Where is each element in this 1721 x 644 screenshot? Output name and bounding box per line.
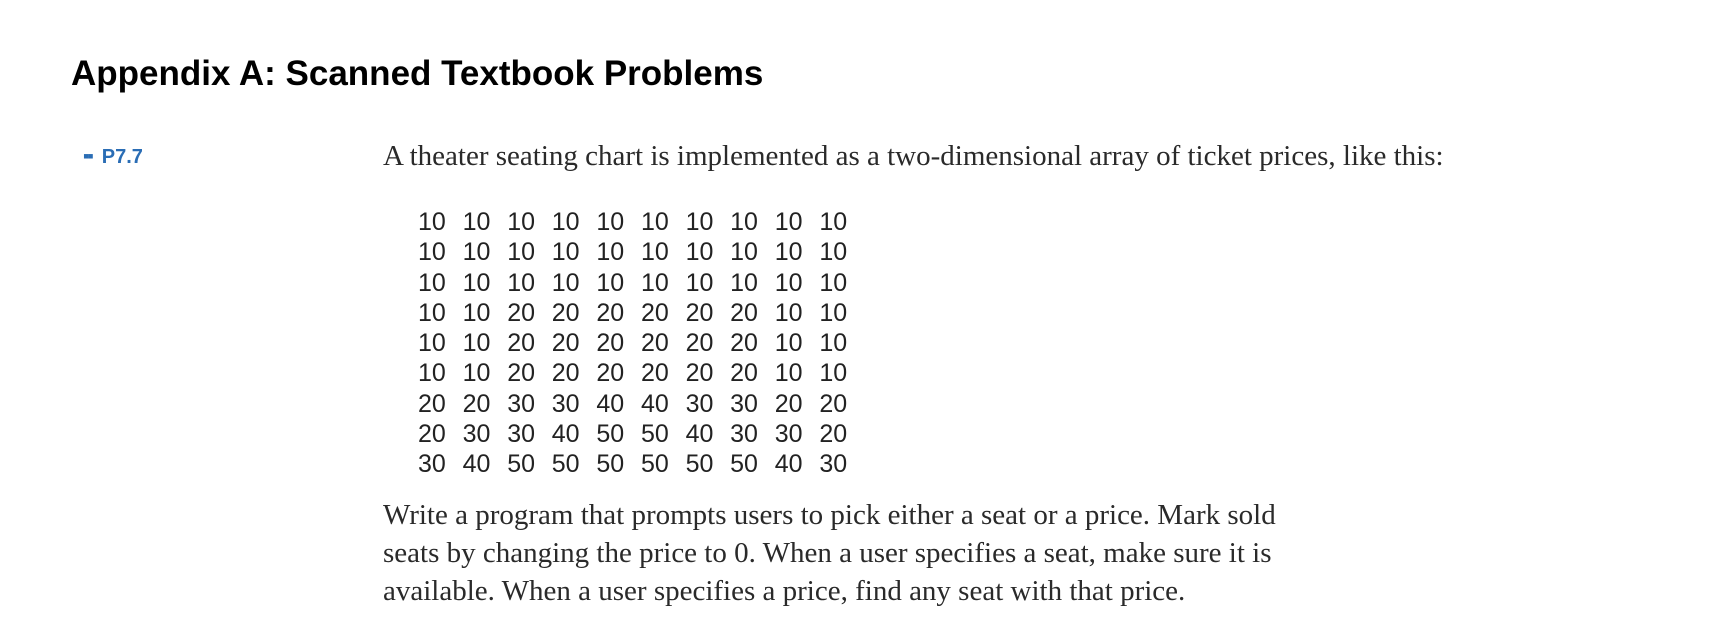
seat-price: 30 xyxy=(507,420,535,449)
seat-price: 20 xyxy=(596,359,625,388)
seat-price: 20 xyxy=(774,389,803,418)
seat-price: 20 xyxy=(819,389,848,418)
seat-price: 10 xyxy=(685,208,714,236)
seat-price: 10 xyxy=(507,268,535,297)
seat-price: 30 xyxy=(819,450,848,479)
seat-price: 10 xyxy=(596,238,625,267)
seat-price: 10 xyxy=(551,268,580,297)
difficulty-marker: ▪▪ xyxy=(83,146,92,166)
seat-price: 10 xyxy=(640,208,669,236)
seat-price: 40 xyxy=(551,420,580,449)
seating-price-grid xyxy=(418,207,864,480)
seat-price: 10 xyxy=(730,208,758,236)
seat-row xyxy=(418,237,864,267)
seat-price: 10 xyxy=(640,268,669,297)
seat-price: 30 xyxy=(730,389,758,418)
task-line: Write a program that prompts users to pick either a seat or a price. Mark sold xyxy=(383,499,1276,531)
seat-price: 20 xyxy=(730,298,758,327)
seat-price: 30 xyxy=(462,420,491,449)
seat-price: 10 xyxy=(462,268,491,297)
seat-price: 20 xyxy=(730,359,758,388)
seat-price: 40 xyxy=(774,450,803,479)
seat-price: 20 xyxy=(418,389,446,418)
seat-price: 10 xyxy=(507,238,535,267)
seat-price: 10 xyxy=(774,329,803,358)
seat-price: 20 xyxy=(640,359,669,388)
seat-price: 20 xyxy=(462,389,491,418)
seat-price: 10 xyxy=(819,268,848,297)
seat-price: 10 xyxy=(418,238,446,267)
seat-price: 10 xyxy=(462,208,491,236)
page-title: Appendix A: Scanned Textbook Problems xyxy=(71,54,764,93)
seat-price: 50 xyxy=(640,420,669,449)
seat-row xyxy=(418,268,864,298)
seat-row xyxy=(418,419,864,449)
seat-price: 20 xyxy=(507,329,535,358)
seat-price: 50 xyxy=(507,450,535,479)
seat-price: 10 xyxy=(730,238,758,267)
seat-price: 10 xyxy=(551,208,580,236)
seat-price: 20 xyxy=(640,298,669,327)
seat-price: 20 xyxy=(418,420,446,449)
seat-price: 10 xyxy=(507,208,535,236)
seat-price: 10 xyxy=(462,298,491,327)
seat-price: 20 xyxy=(596,329,625,358)
seat-price: 10 xyxy=(685,238,714,267)
seat-price: 50 xyxy=(685,450,714,479)
seat-price: 10 xyxy=(640,238,669,267)
seat-price: 20 xyxy=(685,298,714,327)
seat-price: 10 xyxy=(418,268,446,297)
seat-price: 10 xyxy=(418,329,446,358)
seat-price: 10 xyxy=(418,359,446,388)
seat-row xyxy=(418,358,864,388)
seat-row xyxy=(418,298,864,328)
seat-price: 10 xyxy=(774,298,803,327)
seat-price: 10 xyxy=(418,208,446,236)
seat-price: 40 xyxy=(462,450,491,479)
seat-price: 10 xyxy=(819,329,848,358)
seat-price: 30 xyxy=(418,450,446,479)
seat-price: 10 xyxy=(819,298,848,327)
seat-price: 10 xyxy=(462,359,491,388)
seat-price: 10 xyxy=(819,359,848,388)
seat-price: 20 xyxy=(640,329,669,358)
seat-price: 10 xyxy=(774,268,803,297)
seat-price: 20 xyxy=(507,298,535,327)
seat-row xyxy=(418,328,864,358)
seat-price: 10 xyxy=(819,238,848,267)
task-line: available. When a user specifies a price, find any seat with that price. xyxy=(383,575,1186,607)
seat-price: 10 xyxy=(462,329,491,358)
seat-price: 10 xyxy=(819,208,848,236)
seat-price: 20 xyxy=(551,329,580,358)
seat-price: 10 xyxy=(596,268,625,297)
seat-price: 10 xyxy=(596,208,625,236)
seat-price: 50 xyxy=(551,450,580,479)
seat-price: 10 xyxy=(462,238,491,267)
problem-number-label: P7.7 xyxy=(101,146,143,168)
seat-price: 20 xyxy=(507,359,535,388)
problem-intro: A theater seating chart is implemented as a two-dimensional array of ticket prices, like this: xyxy=(383,140,1444,172)
seat-price: 30 xyxy=(730,420,758,449)
seat-price: 10 xyxy=(730,268,758,297)
problem-number xyxy=(83,146,143,169)
seat-price: 20 xyxy=(596,298,625,327)
seat-price: 30 xyxy=(507,389,535,418)
seat-price: 40 xyxy=(640,389,669,418)
seat-price: 50 xyxy=(596,420,625,449)
seat-price: 10 xyxy=(418,298,446,327)
seat-price: 30 xyxy=(551,389,580,418)
seat-price: 20 xyxy=(819,420,848,449)
seat-price: 20 xyxy=(551,359,580,388)
problem-task xyxy=(383,496,1423,610)
seat-row xyxy=(418,389,864,419)
seat-price: 50 xyxy=(640,450,669,479)
task-line: seats by changing the price to 0. When a user specifies a seat, make sure it is xyxy=(383,537,1272,569)
seat-price: 30 xyxy=(685,389,714,418)
seat-price: 10 xyxy=(774,359,803,388)
seat-price: 20 xyxy=(685,329,714,358)
seat-price: 10 xyxy=(551,238,580,267)
seat-price: 40 xyxy=(685,420,714,449)
seat-price: 20 xyxy=(551,298,580,327)
seat-price: 10 xyxy=(774,238,803,267)
seat-price: 40 xyxy=(596,389,625,418)
seat-price: 20 xyxy=(730,329,758,358)
seat-price: 50 xyxy=(596,450,625,479)
seat-row xyxy=(418,207,864,237)
seat-price: 10 xyxy=(774,208,803,236)
seat-price: 30 xyxy=(774,420,803,449)
seat-price: 20 xyxy=(685,359,714,388)
seat-price: 10 xyxy=(685,268,714,297)
seat-row xyxy=(418,449,864,479)
seat-price: 50 xyxy=(730,450,758,479)
